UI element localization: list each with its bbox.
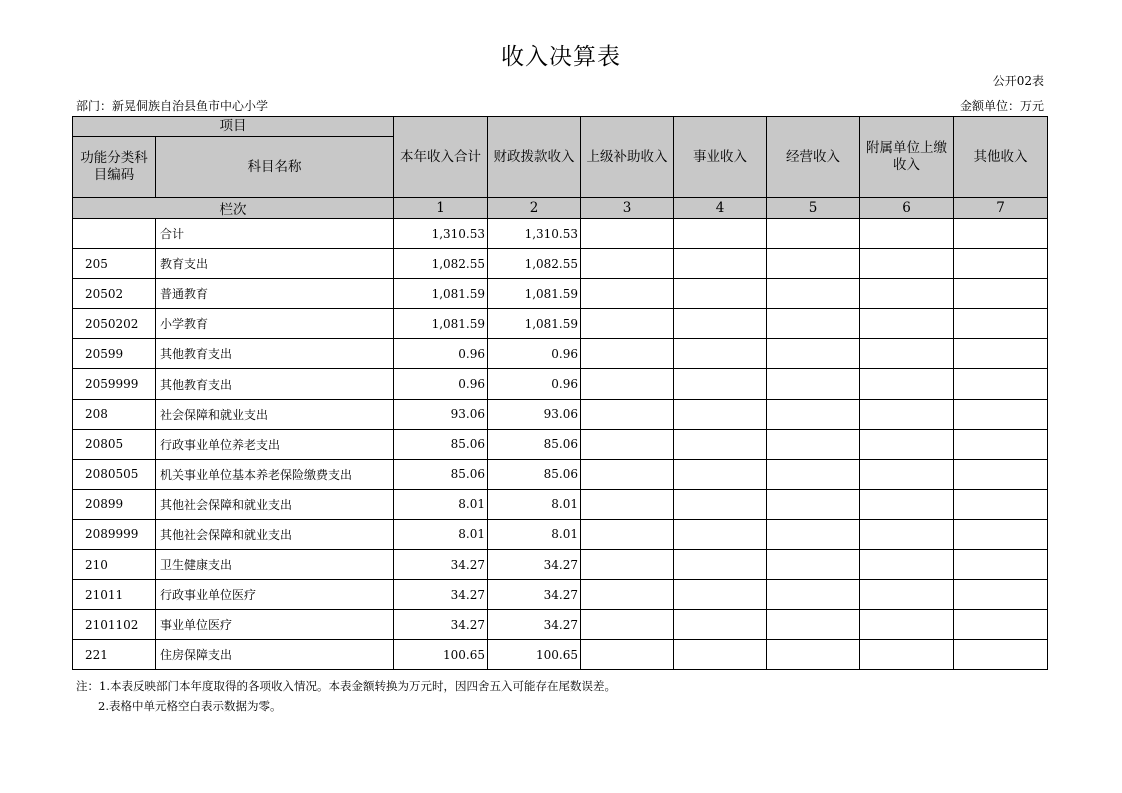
cell-empty [860, 519, 954, 549]
table-row [73, 610, 1048, 640]
cell-empty [860, 369, 954, 399]
cell-v2: 1,082.55 [488, 249, 581, 279]
cell-empty [581, 459, 674, 489]
cell-empty [860, 339, 954, 369]
table-row [73, 459, 1048, 489]
unit-label: 金额单位：万元 [959, 99, 1044, 113]
cell-empty [674, 429, 767, 459]
cell-name: 其他社会保障和就业支出 [156, 489, 394, 519]
cell-empty [674, 279, 767, 309]
cell-v1: 34.27 [394, 550, 488, 580]
cell-empty [581, 219, 674, 249]
note-1: 注：1.本表反映部门本年度取得的各项收入情况。本表金额转换为万元时，因四舍五入可能存在尾数误差。 [76, 679, 616, 693]
cell-v1: 85.06 [394, 429, 488, 459]
cell-empty [954, 369, 1048, 399]
cell-empty [860, 550, 954, 580]
cell-empty [954, 489, 1048, 519]
cell-empty [581, 550, 674, 580]
cell-code: 2050202 [73, 309, 156, 339]
cell-empty [581, 580, 674, 610]
table-row [73, 489, 1048, 519]
header-col-2: 财政拨款收入 [488, 117, 581, 198]
cell-empty [767, 459, 860, 489]
cell-empty [581, 279, 674, 309]
cell-code: 20599 [73, 339, 156, 369]
cell-code: 208 [73, 399, 156, 429]
cell-empty [860, 489, 954, 519]
table-row [73, 369, 1048, 399]
cell-code: 20502 [73, 279, 156, 309]
cell-empty [674, 580, 767, 610]
cell-empty [767, 279, 860, 309]
cell-empty [674, 309, 767, 339]
cell-empty [767, 339, 860, 369]
cell-empty [767, 219, 860, 249]
header-col-1: 本年收入合计 [394, 117, 488, 198]
header-code-col: 功能分类科目编码 [73, 137, 156, 198]
cell-empty [860, 249, 954, 279]
col-number: 4 [674, 198, 767, 219]
header-col-7: 其他收入 [954, 117, 1048, 198]
cell-empty [954, 550, 1048, 580]
cell-empty [860, 309, 954, 339]
col-number: 6 [860, 198, 954, 219]
cell-name: 教育支出 [156, 249, 394, 279]
cell-code: 221 [73, 640, 156, 670]
cell-v1: 34.27 [394, 610, 488, 640]
cell-empty [954, 519, 1048, 549]
cell-name: 社会保障和就业支出 [156, 399, 394, 429]
cell-name: 机关事业单位基本养老保险缴费支出 [156, 459, 394, 489]
cell-empty [674, 219, 767, 249]
header-lanci: 栏次 [73, 198, 394, 219]
cell-code: 2080505 [73, 459, 156, 489]
col-number: 1 [394, 198, 488, 219]
table-row [73, 519, 1048, 549]
table-row [73, 219, 1048, 249]
col-number: 3 [581, 198, 674, 219]
table-body [73, 219, 1048, 670]
cell-code: 20805 [73, 429, 156, 459]
cell-empty [954, 219, 1048, 249]
cell-empty [581, 519, 674, 549]
header-name-col: 科目名称 [156, 137, 394, 198]
cell-v2: 8.01 [488, 519, 581, 549]
cell-v2: 34.27 [488, 580, 581, 610]
cell-name: 普通教育 [156, 279, 394, 309]
table-row [73, 640, 1048, 670]
cell-empty [954, 640, 1048, 670]
cell-empty [767, 580, 860, 610]
cell-v2: 93.06 [488, 399, 581, 429]
cell-code: 205 [73, 249, 156, 279]
form-code: 公开02表 [992, 74, 1044, 88]
cell-empty [674, 640, 767, 670]
table-row [73, 580, 1048, 610]
cell-v1: 0.96 [394, 369, 488, 399]
table-row [73, 429, 1048, 459]
cell-name: 其他教育支出 [156, 339, 394, 369]
cell-empty [954, 309, 1048, 339]
cell-empty [860, 640, 954, 670]
cell-code: 2101102 [73, 610, 156, 640]
cell-empty [581, 369, 674, 399]
cell-name: 其他社会保障和就业支出 [156, 519, 394, 549]
cell-v2: 0.96 [488, 339, 581, 369]
cell-v1: 1,082.55 [394, 249, 488, 279]
cell-code: 21011 [73, 580, 156, 610]
department-label: 部门：新晃侗族自治县鱼市中心小学 [76, 99, 269, 113]
cell-code: 210 [73, 550, 156, 580]
cell-empty [767, 309, 860, 339]
cell-empty [860, 610, 954, 640]
cell-empty [581, 339, 674, 369]
cell-empty [581, 489, 674, 519]
cell-code: 2089999 [73, 519, 156, 549]
table-row [73, 279, 1048, 309]
col-number: 5 [767, 198, 860, 219]
cell-empty [860, 429, 954, 459]
cell-empty [954, 580, 1048, 610]
cell-name: 行政事业单位医疗 [156, 580, 394, 610]
header-col-6: 附属单位上缴收入 [860, 117, 954, 198]
cell-v1: 8.01 [394, 489, 488, 519]
header-col-3: 上级补助收入 [581, 117, 674, 198]
cell-v1: 85.06 [394, 459, 488, 489]
cell-empty [767, 519, 860, 549]
cell-empty [954, 459, 1048, 489]
cell-name: 合计 [156, 219, 394, 249]
table-row [73, 249, 1048, 279]
cell-v2: 0.96 [488, 369, 581, 399]
cell-empty [860, 219, 954, 249]
cell-empty [767, 369, 860, 399]
cell-v1: 34.27 [394, 580, 488, 610]
cell-empty [674, 399, 767, 429]
cell-empty [860, 279, 954, 309]
cell-v2: 8.01 [488, 489, 581, 519]
cell-empty [954, 279, 1048, 309]
cell-empty [581, 249, 674, 279]
cell-code: 2059999 [73, 369, 156, 399]
cell-v1: 8.01 [394, 519, 488, 549]
cell-empty [767, 429, 860, 459]
cell-empty [581, 309, 674, 339]
cell-v1: 0.96 [394, 339, 488, 369]
table-row [73, 309, 1048, 339]
cell-empty [860, 399, 954, 429]
cell-empty [860, 459, 954, 489]
cell-name: 行政事业单位养老支出 [156, 429, 394, 459]
income-table [72, 116, 1048, 670]
cell-name: 事业单位医疗 [156, 610, 394, 640]
cell-empty [674, 249, 767, 279]
cell-v1: 100.65 [394, 640, 488, 670]
cell-v2: 1,081.59 [488, 279, 581, 309]
cell-v1: 93.06 [394, 399, 488, 429]
cell-empty [581, 610, 674, 640]
cell-empty [581, 640, 674, 670]
header-col-4: 事业收入 [674, 117, 767, 198]
cell-v2: 1,081.59 [488, 309, 581, 339]
cell-empty [674, 369, 767, 399]
table-row [73, 339, 1048, 369]
cell-v2: 1,310.53 [488, 219, 581, 249]
cell-empty [767, 399, 860, 429]
cell-empty [954, 610, 1048, 640]
cell-v1: 1,081.59 [394, 279, 488, 309]
table-row [73, 399, 1048, 429]
table-row [73, 550, 1048, 580]
cell-empty [674, 459, 767, 489]
cell-name: 其他教育支出 [156, 369, 394, 399]
cell-v2: 85.06 [488, 429, 581, 459]
cell-v2: 100.65 [488, 640, 581, 670]
cell-empty [581, 399, 674, 429]
cell-empty [767, 249, 860, 279]
cell-empty [860, 580, 954, 610]
cell-empty [954, 249, 1048, 279]
col-number: 2 [488, 198, 581, 219]
cell-empty [767, 489, 860, 519]
cell-empty [581, 429, 674, 459]
cell-code [73, 219, 156, 249]
cell-empty [954, 339, 1048, 369]
cell-v2: 85.06 [488, 459, 581, 489]
cell-v1: 1,081.59 [394, 309, 488, 339]
cell-code: 20899 [73, 489, 156, 519]
cell-empty [767, 550, 860, 580]
notes [76, 676, 616, 716]
cell-empty [674, 610, 767, 640]
cell-empty [674, 519, 767, 549]
page-title: 收入决算表 [501, 44, 621, 70]
cell-v1: 1,310.53 [394, 219, 488, 249]
cell-empty [767, 610, 860, 640]
cell-name: 小学教育 [156, 309, 394, 339]
cell-empty [954, 399, 1048, 429]
cell-name: 卫生健康支出 [156, 550, 394, 580]
col-number: 7 [954, 198, 1048, 219]
cell-v2: 34.27 [488, 550, 581, 580]
cell-name: 住房保障支出 [156, 640, 394, 670]
header-col-5: 经营收入 [767, 117, 860, 198]
cell-empty [674, 489, 767, 519]
cell-empty [767, 640, 860, 670]
header-item-group: 项目 [73, 117, 394, 137]
cell-v2: 34.27 [488, 610, 581, 640]
note-2: 2.表格中单元格空白表示数据为零。 [98, 699, 282, 713]
cell-empty [954, 429, 1048, 459]
cell-empty [674, 550, 767, 580]
cell-empty [674, 339, 767, 369]
